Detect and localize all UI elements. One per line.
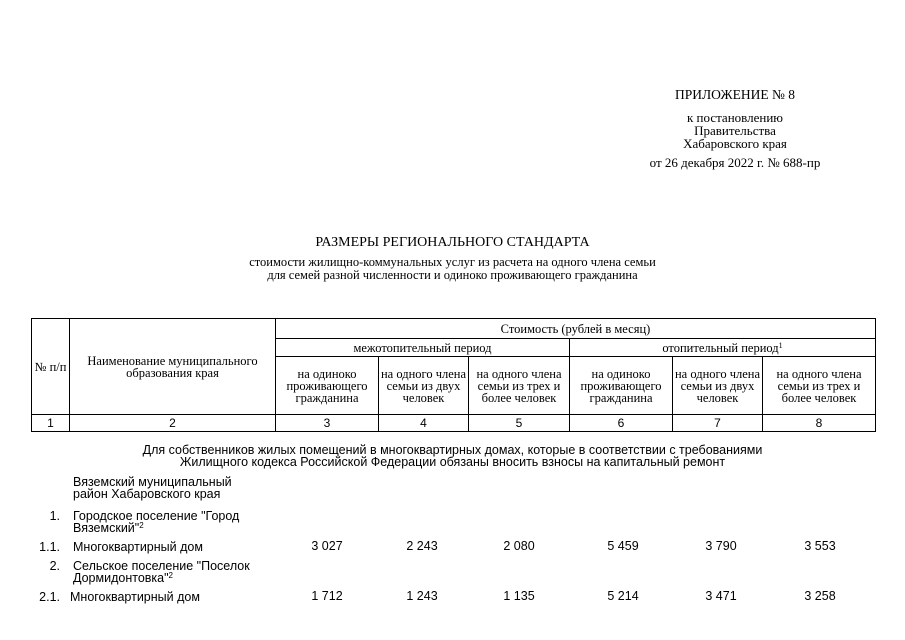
appendix-line: Правительства (694, 123, 776, 138)
section-note-line: Для собственников жилых помещений в многоквартирных домах, которые в соответствии с требованиями (142, 443, 763, 457)
settlement-line: Вяземский" (73, 521, 140, 535)
value-cell: 5 214 (607, 589, 639, 603)
subheader-single: на одиноко проживающего гражданина (570, 357, 673, 415)
value-cell: 3 553 (804, 539, 836, 553)
column-number: 5 (469, 415, 570, 432)
document-subtitle (0, 256, 905, 282)
period2-header (570, 339, 876, 357)
district-name (73, 476, 232, 500)
header-table (31, 318, 876, 432)
column-number: 6 (570, 415, 673, 432)
row-number: 2. (49, 559, 60, 573)
subtitle-line: стоимости жилищно-коммунальных услуг из расчета на одного члена семьи (249, 255, 656, 269)
document-title: РАЗМЕРЫ РЕГИОНАЛЬНОГО СТАНДАРТА (315, 235, 590, 250)
footnote-mark: 2 (168, 571, 173, 580)
value-cell: 1 135 (503, 589, 535, 603)
district-line: район Хабаровского края (73, 487, 221, 501)
value-cell: 2 243 (406, 539, 438, 553)
value-cell: 3 790 (705, 539, 737, 553)
period1-header: межотопительный период (276, 339, 570, 357)
settlement-line: Городское поселение "Город (73, 509, 240, 523)
row-number: 1. (49, 509, 60, 523)
column-number: 2 (70, 415, 276, 432)
appendix-line: к постановлению (686, 110, 784, 125)
row-number: 1.1. (39, 540, 60, 554)
value-cell: 3 027 (311, 539, 343, 553)
value-cell: 3 471 (705, 589, 737, 603)
value-cell: 1 243 (406, 589, 438, 603)
column-number: 3 (276, 415, 379, 432)
appendix-title: ПРИЛОЖЕНИЕ № 8 (674, 87, 796, 102)
column-number: 8 (763, 415, 876, 432)
row-name: Многоквартирный дом (70, 590, 200, 604)
settlement-name (73, 560, 250, 584)
appendix-date: от 26 декабря 2022 г. № 688-пр (649, 155, 821, 170)
appendix-block (620, 88, 850, 169)
settlement-line: Дормидонтовка" (73, 571, 169, 585)
footnote-mark: 2 (139, 521, 144, 530)
value-cell: 1 712 (311, 589, 343, 603)
col-name-header: Наименование муниципального образования края (70, 319, 276, 415)
subheader-three: на одного члена семьи из трех и более человек (763, 357, 876, 415)
column-number: 4 (379, 415, 469, 432)
subheader-single: на одиноко проживающего гражданина (276, 357, 379, 415)
value-cell: 5 459 (607, 539, 639, 553)
subheader-two: на одного члена семьи из двух человек (379, 357, 469, 415)
value-cell: 3 258 (804, 589, 836, 603)
value-cell: 2 080 (503, 539, 535, 553)
row-name: Многоквартирный дом (73, 540, 203, 554)
subtitle-line: для семей разной численности и одиноко проживающего гражданина (267, 268, 638, 282)
column-number: 7 (673, 415, 763, 432)
section-note-line: Жилищного кодекса Российской Федерации обязаны вносить взносы на капитальный ремонт (179, 455, 726, 469)
appendix-line: Хабаровского края (683, 136, 787, 151)
section-note (0, 444, 905, 468)
column-number: 1 (32, 415, 70, 432)
settlement-line: Сельское поселение "Поселок (73, 559, 250, 573)
settlement-name (73, 510, 239, 534)
subheader-three: на одного члена семьи из трех и более человек (469, 357, 570, 415)
cost-header: Стоимость (рублей в месяц) (276, 319, 876, 339)
district-line: Вяземский муниципальный (73, 475, 232, 489)
footnote-mark: 1 (778, 340, 783, 350)
subheader-two: на одного члена семьи из двух человек (673, 357, 763, 415)
col-no-header: № п/п (32, 319, 70, 415)
row-number: 2.1. (39, 590, 60, 604)
period2-label: отопительный период (662, 340, 779, 355)
